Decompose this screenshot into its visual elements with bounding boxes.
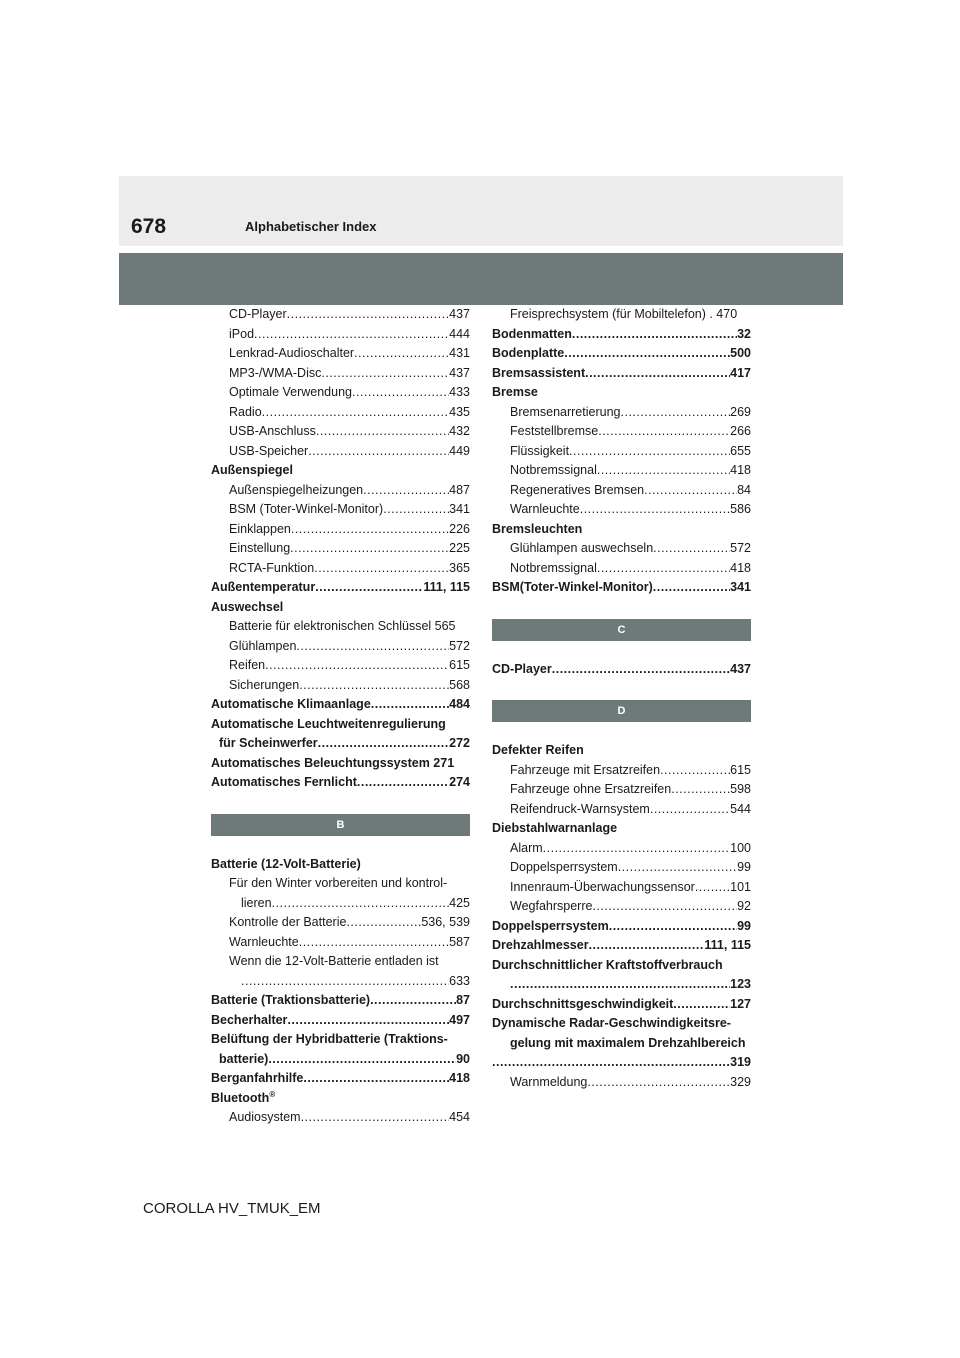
index-entry	[211, 874, 470, 894]
index-entry-page: 101	[730, 879, 751, 894]
index-entry-page: 497	[449, 1012, 470, 1027]
index-entry	[211, 325, 470, 345]
index-entry	[492, 917, 751, 937]
index-entry-term: iPod	[229, 326, 255, 341]
index-entry-term: Flüssigkeit	[510, 443, 570, 458]
index-entry-page: 226	[449, 521, 470, 536]
index-entry-leader	[316, 422, 449, 442]
index-entry-term: Radio	[229, 404, 262, 419]
index-entry	[492, 761, 751, 781]
index-entry-leader	[262, 403, 449, 423]
index-entry-page: 544	[730, 801, 751, 816]
index-entry	[211, 598, 470, 618]
index-entry	[492, 559, 751, 579]
index-entry-leader	[308, 442, 449, 462]
index-entry-term: Automatisches Beleuchtungssystem 271	[211, 755, 455, 770]
index-entry-leader	[272, 894, 450, 914]
index-entry-page: 272	[449, 736, 470, 750]
index-entry-leader	[492, 1053, 730, 1073]
index-column-left	[211, 305, 470, 1128]
index-entry-term: Reifen	[229, 658, 266, 672]
index-entry	[211, 695, 470, 715]
index-entry	[492, 305, 751, 325]
index-entry-leader	[346, 913, 421, 933]
index-entry-page: 269	[730, 404, 751, 419]
index-entry-leader	[268, 1050, 456, 1070]
index-entry	[211, 991, 470, 1011]
index-entry-leader	[301, 1108, 450, 1128]
index-entry-page: 587	[449, 934, 470, 949]
index-entry-term: Außenspiegel	[211, 463, 293, 477]
index-entry-page: 418	[730, 560, 751, 575]
index-entry-page: 111, 115	[423, 580, 470, 594]
index-entry-term: RCTA-Funktion	[229, 560, 315, 575]
index-entry-term: MP3-/WMA-Disc	[229, 365, 322, 380]
index-entry-term: Doppelsperrsystem	[492, 918, 609, 933]
index-entry	[211, 305, 470, 325]
index-entry-term: Notbremssignal	[510, 560, 597, 575]
index-entry-leader	[552, 660, 730, 680]
index-entry-term: Wegfahrsperre	[510, 899, 593, 913]
index-entry-leader	[290, 539, 449, 559]
index-entry-term: Bremse	[492, 385, 538, 399]
index-entry	[492, 481, 751, 501]
index-entry	[211, 754, 470, 774]
index-entry-term: Becherhalter	[211, 1012, 288, 1027]
index-entry	[492, 442, 751, 462]
index-entry-term: Fahrzeuge ohne Ersatzreifen	[510, 782, 672, 796]
index-entry	[211, 481, 470, 501]
index-entry-term: Batterie (Traktionsbatterie)	[211, 993, 371, 1007]
index-entry	[211, 442, 470, 462]
index-entry	[492, 578, 751, 598]
index-entry-term: lieren	[241, 895, 272, 910]
index-entry-leader	[564, 344, 730, 364]
index-entry-term: Diebstahlwarnanlage	[492, 821, 618, 835]
index-entry-term: Lenkrad-Audioschalter	[229, 346, 355, 360]
index-entry-leader	[592, 897, 737, 917]
index-entry-term: Fahrzeuge mit Ersatzreifen	[510, 762, 661, 777]
index-entry-term: gelung mit maximalem Drehzahlbereich	[510, 1035, 746, 1050]
index-entry-term: Defekter Reifen	[492, 743, 584, 757]
index-entry	[492, 660, 751, 680]
index-entry-leader	[265, 656, 449, 676]
index-entry-page: 32	[737, 326, 751, 341]
index-entry-page: 572	[449, 638, 470, 653]
index-entry-leader	[572, 325, 737, 345]
index-entry-term: Automatisches Fernlicht	[211, 775, 357, 789]
index-entry-page: 435	[449, 404, 470, 419]
index-entry-term: batterie)	[219, 1051, 269, 1066]
index-entry-leader	[673, 995, 730, 1015]
index-entry-term: Reifendruck-Warnsystem	[510, 801, 650, 816]
index-entry-page: 341	[449, 502, 470, 516]
index-entry-term: Sicherungen	[229, 677, 300, 692]
index-entry	[211, 1030, 470, 1050]
index-entry	[211, 539, 470, 559]
index-entry-leader	[650, 800, 730, 820]
index-entry-page: 432	[449, 424, 470, 438]
index-entry-term: Regeneratives Bremsen	[510, 482, 645, 497]
index-entry-leader	[287, 1011, 449, 1031]
index-entry	[492, 1014, 751, 1034]
index-entry-leader	[671, 780, 730, 800]
index-entry	[492, 839, 751, 859]
index-entry-term: USB-Anschluss	[229, 424, 316, 438]
index-entry-term: CD-Player	[229, 307, 287, 321]
index-entry-leader	[695, 878, 730, 898]
index-entry	[211, 773, 470, 793]
index-entry-leader	[363, 481, 449, 501]
index-entry-leader	[314, 559, 449, 579]
index-entry-leader	[370, 991, 456, 1011]
index-entry	[492, 741, 751, 761]
index-entry-leader	[585, 364, 730, 384]
index-entry-page: 266	[730, 424, 751, 438]
index-entry-term: Automatische Leuchtweitenregulierung	[211, 716, 446, 731]
index-entry	[211, 617, 470, 637]
index-entry-term: Einstellung	[229, 541, 291, 555]
index-entry-page: 633	[449, 973, 470, 988]
index-entry	[211, 1050, 470, 1070]
index-entry-term: Außenspiegelheizungen	[229, 482, 364, 497]
index-entry-page: 418	[730, 463, 751, 477]
index-entry	[492, 1073, 751, 1093]
index-entry-term: Dynamische Radar-Geschwindigkeitsre-	[492, 1016, 731, 1030]
index-entry	[492, 956, 751, 976]
index-entry-leader	[352, 383, 449, 403]
index-entry-leader	[510, 975, 730, 995]
index-entry-leader	[653, 578, 730, 598]
index-entry-term: Feststellbremse	[510, 424, 599, 438]
index-entry	[211, 364, 470, 384]
index-entry-page: 655	[730, 443, 751, 458]
index-entry-term: Audiosystem	[229, 1110, 301, 1124]
index-entry	[211, 972, 470, 992]
index-entry-leader	[618, 858, 737, 878]
index-entry-term: Belüftung der Hybridbatterie (Traktions-	[211, 1032, 448, 1046]
index-entry-page: 84	[737, 482, 751, 497]
index-entry	[211, 344, 470, 364]
index-entry-page: 329	[730, 1074, 751, 1089]
index-entry-page: 437	[730, 661, 751, 676]
header-band	[119, 176, 843, 246]
index-entry-leader	[653, 539, 730, 559]
index-entry	[492, 383, 751, 403]
index-entry-term: Einklappen	[229, 521, 291, 536]
index-entry-term: Wenn die 12-Volt-Batterie entladen ist	[229, 954, 439, 968]
index-entry-leader	[357, 773, 449, 793]
index-entry-term: Bremsassistent	[492, 365, 586, 380]
index-entry-page: 418	[449, 1071, 470, 1085]
index-entry-page: 615	[449, 658, 470, 672]
index-entry-leader	[660, 761, 730, 781]
index-entry-page: 500	[730, 346, 751, 360]
index-entry	[492, 403, 751, 423]
index-entry-term: Bodenplatte	[492, 346, 565, 360]
index-entry-term: Warnleuchte	[229, 934, 299, 949]
index-entry-term: BSM (Toter-Winkel-Monitor)	[229, 502, 384, 516]
index-entry-term: Batterie für elektronischen Schlüssel 565	[229, 619, 456, 633]
index-entry	[211, 403, 470, 423]
index-entry-page: 598	[730, 782, 751, 796]
index-column-right	[492, 305, 751, 1092]
index-entry-page: 568	[449, 677, 470, 692]
index-entry-page: 454	[449, 1110, 470, 1124]
index-entry	[211, 1089, 470, 1109]
index-entry	[492, 500, 751, 520]
index-entry-leader	[383, 500, 449, 520]
index-entry-term: USB-Speicher	[229, 443, 309, 458]
index-entry	[211, 559, 470, 579]
index-entry-leader	[296, 637, 449, 657]
index-entry-leader	[543, 839, 730, 859]
index-entry-term: Durchschnittsgeschwindigkeit	[492, 996, 674, 1011]
index-entry-page: 484	[449, 697, 470, 711]
index-entry-term: Batterie (12-Volt-Batterie)	[211, 856, 361, 871]
index-entry	[211, 1011, 470, 1031]
index-entry-page: 341	[730, 580, 751, 594]
index-entry-term: Automatische Klimaanlage	[211, 697, 371, 711]
index-entry-leader	[299, 933, 449, 953]
registered-mark: ®	[269, 1089, 276, 1099]
index-entry-term: Doppelsperrsystem	[510, 860, 618, 874]
index-entry-page: 433	[449, 385, 470, 399]
index-entry	[211, 734, 470, 754]
index-entry	[492, 1034, 751, 1054]
index-entry-term: Bremsenarretierung	[510, 404, 621, 419]
index-entry	[492, 897, 751, 917]
index-entry-leader	[597, 461, 730, 481]
index-entry-page: 90	[456, 1051, 470, 1066]
header-bar	[119, 253, 843, 305]
index-entry-leader	[299, 676, 449, 696]
index-entry-page: 417	[730, 365, 751, 380]
index-letter-heading: C	[492, 619, 751, 641]
index-entry-leader	[598, 422, 730, 442]
index-entry-page: 437	[449, 307, 470, 321]
index-entry-page: 572	[730, 541, 751, 555]
index-entry-page: 87	[456, 993, 470, 1007]
index-entry-leader	[303, 1069, 449, 1089]
index-entry	[492, 936, 751, 956]
index-entry-page: 425	[449, 895, 470, 910]
index-entry	[211, 894, 470, 914]
index-entry-leader	[321, 364, 449, 384]
index-entry-leader	[241, 972, 449, 992]
index-entry-term: Außentemperatur	[211, 580, 316, 594]
index-entry-page: 100	[730, 840, 751, 855]
index-entry	[211, 656, 470, 676]
index-letter-heading: D	[492, 700, 751, 722]
index-entry-term: Warnleuchte	[510, 502, 580, 516]
index-entry	[492, 461, 751, 481]
index-entry	[492, 819, 751, 839]
index-entry	[211, 913, 470, 933]
index-entry-term: Glühlampen auswechseln	[510, 541, 654, 555]
index-entry	[211, 383, 470, 403]
index-entry-page: 536, 539	[421, 915, 470, 929]
index-entry	[492, 520, 751, 540]
index-entry-page: 431	[449, 346, 470, 360]
index-entry	[492, 344, 751, 364]
index-entry-term: Freisprechsystem (für Mobiltelefon) . 470	[510, 307, 738, 321]
index-entry	[211, 676, 470, 696]
index-entry-term: für Scheinwerfer	[219, 736, 318, 750]
index-entry-term: Für den Winter vorbereiten und kontrol-	[229, 876, 448, 890]
index-entry-page: 92	[737, 899, 751, 913]
index-entry-term: Auswechsel	[211, 599, 284, 614]
page-number: 678	[131, 215, 167, 238]
index-entry-term: Bluetooth	[211, 1090, 270, 1105]
index-entry	[211, 520, 470, 540]
index-entry-page: 437	[449, 365, 470, 380]
index-entry-page: 586	[730, 502, 751, 516]
index-entry	[211, 715, 470, 735]
index-entry	[211, 461, 470, 481]
index-entry-term: Alarm	[510, 840, 543, 855]
index-entry-leader	[254, 325, 449, 345]
index-entry-page: 487	[449, 482, 470, 497]
index-entry	[492, 975, 751, 995]
index-entry	[211, 952, 470, 972]
index-entry-page: 449	[449, 443, 470, 458]
index-entry	[492, 878, 751, 898]
index-entry-leader	[371, 695, 449, 715]
index-entry-page: 127	[730, 996, 751, 1011]
index-entry-leader	[287, 305, 449, 325]
index-entry-term: BSM(Toter-Winkel-Monitor)	[492, 580, 653, 594]
index-entry-term: Warnmeldung	[510, 1074, 588, 1089]
index-entry-page: 444	[449, 326, 470, 341]
index-entry-page: 615	[730, 762, 751, 777]
index-entry-leader	[609, 917, 737, 937]
index-entry-leader	[597, 559, 730, 579]
index-entry-leader	[569, 442, 730, 462]
index-entry	[492, 364, 751, 384]
index-entry-leader	[354, 344, 449, 364]
index-entry	[492, 422, 751, 442]
index-entry-page: 319	[730, 1055, 751, 1069]
index-entry-leader	[291, 520, 449, 540]
index-entry	[211, 578, 470, 598]
index-entry-leader	[587, 1073, 730, 1093]
index-letter-heading: B	[211, 814, 470, 836]
index-entry	[211, 1108, 470, 1128]
footer-model: COROLLA HV_TMUK_EM	[143, 1200, 321, 1217]
index-entry-leader	[318, 734, 450, 754]
section-title: Alphabetischer Index	[245, 219, 377, 234]
index-entry-leader	[315, 578, 423, 598]
index-entry	[492, 1053, 751, 1073]
index-entry-term: Kontrolle der Batterie	[229, 915, 347, 929]
index-entry-page: 225	[449, 541, 470, 555]
index-entry-leader	[589, 936, 705, 956]
index-entry-term: Glühlampen	[229, 638, 297, 653]
index-entry	[211, 933, 470, 953]
index-entry	[211, 637, 470, 657]
index-entry-term: Optimale Verwendung	[229, 385, 352, 399]
index-entry-page: 123	[730, 977, 751, 991]
index-entry-term: Innenraum-Überwachungssensor	[510, 879, 695, 894]
index-entry	[211, 1069, 470, 1089]
index-entry-leader	[580, 500, 730, 520]
index-entry-term: Notbremssignal	[510, 463, 597, 477]
index-entry	[492, 539, 751, 559]
index-entry-page: 99	[737, 860, 751, 874]
index-entry-leader	[644, 481, 737, 501]
index-entry	[211, 855, 470, 875]
index-entry	[211, 422, 470, 442]
index-entry-term: Bremsleuchten	[492, 521, 583, 536]
index-entry-term: Berganfahrhilfe	[211, 1071, 304, 1085]
index-entry	[492, 995, 751, 1015]
index-entry-leader	[620, 403, 730, 423]
index-entry-page: 274	[449, 775, 470, 789]
index-entry-page: 111, 115	[704, 938, 751, 952]
index-entry-term: Bodenmatten	[492, 326, 572, 341]
index-entry-term: Durchschnittlicher Kraftstoffverbrauch	[492, 957, 723, 972]
index-entry	[492, 325, 751, 345]
index-entry-term: CD-Player	[492, 661, 552, 676]
index-entry	[211, 500, 470, 520]
index-entry-page: 99	[737, 918, 751, 933]
index-entry	[492, 800, 751, 820]
index-entry-term: Drehzahlmesser	[492, 938, 589, 952]
index-entry-page: 365	[449, 560, 470, 575]
index-entry	[492, 858, 751, 878]
index-entry	[492, 780, 751, 800]
